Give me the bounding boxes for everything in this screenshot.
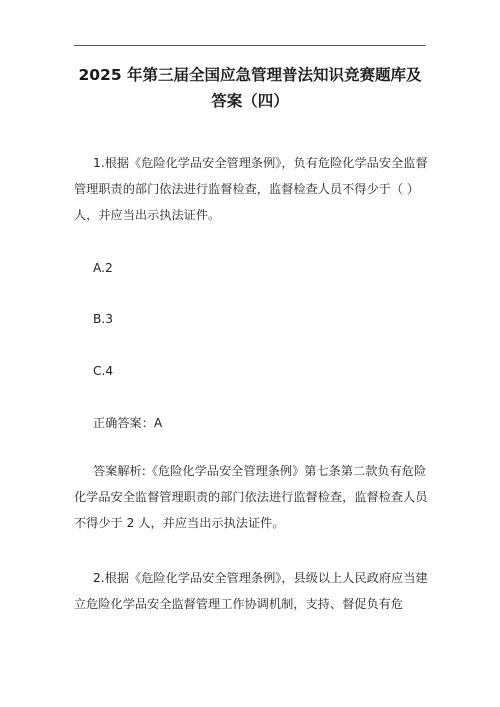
question-1-answer: 正确答案：A: [93, 416, 163, 430]
question-1-stem: 1.根据《危险化学品安全管理条例》，负有危险化学品安全监督管理职责的部门依法进行监督检查，监督检查人员不得少于（ ）人，并应当出示执法证件。: [74, 156, 428, 222]
question-1-explanation: 答案解析:《危险化学品安全管理条例》第七条第二款负有危险化学品安全监督管理职责的部门依法进行监督检查，监督检查人员不得少于 2 人，并应当出示执法证件。: [74, 464, 428, 530]
question-2-stem: 2.根据《危险化学品安全管理条例》，县级以上人民政府应当建立危险化学品安全监督管理工作协调机制，支持、督促负有危: [74, 571, 428, 611]
document-title: [70, 62, 430, 114]
header-rule: [74, 45, 426, 46]
question-1-option-b: B.3: [93, 312, 113, 326]
question-1-option-a: A.2: [93, 261, 113, 275]
title-line-2: 答案（四）: [211, 92, 289, 110]
title-line-1: 2025 年第三届全国应急管理普法知识竞赛题库及: [78, 66, 422, 84]
question-1-option-c: C.4: [93, 364, 114, 378]
